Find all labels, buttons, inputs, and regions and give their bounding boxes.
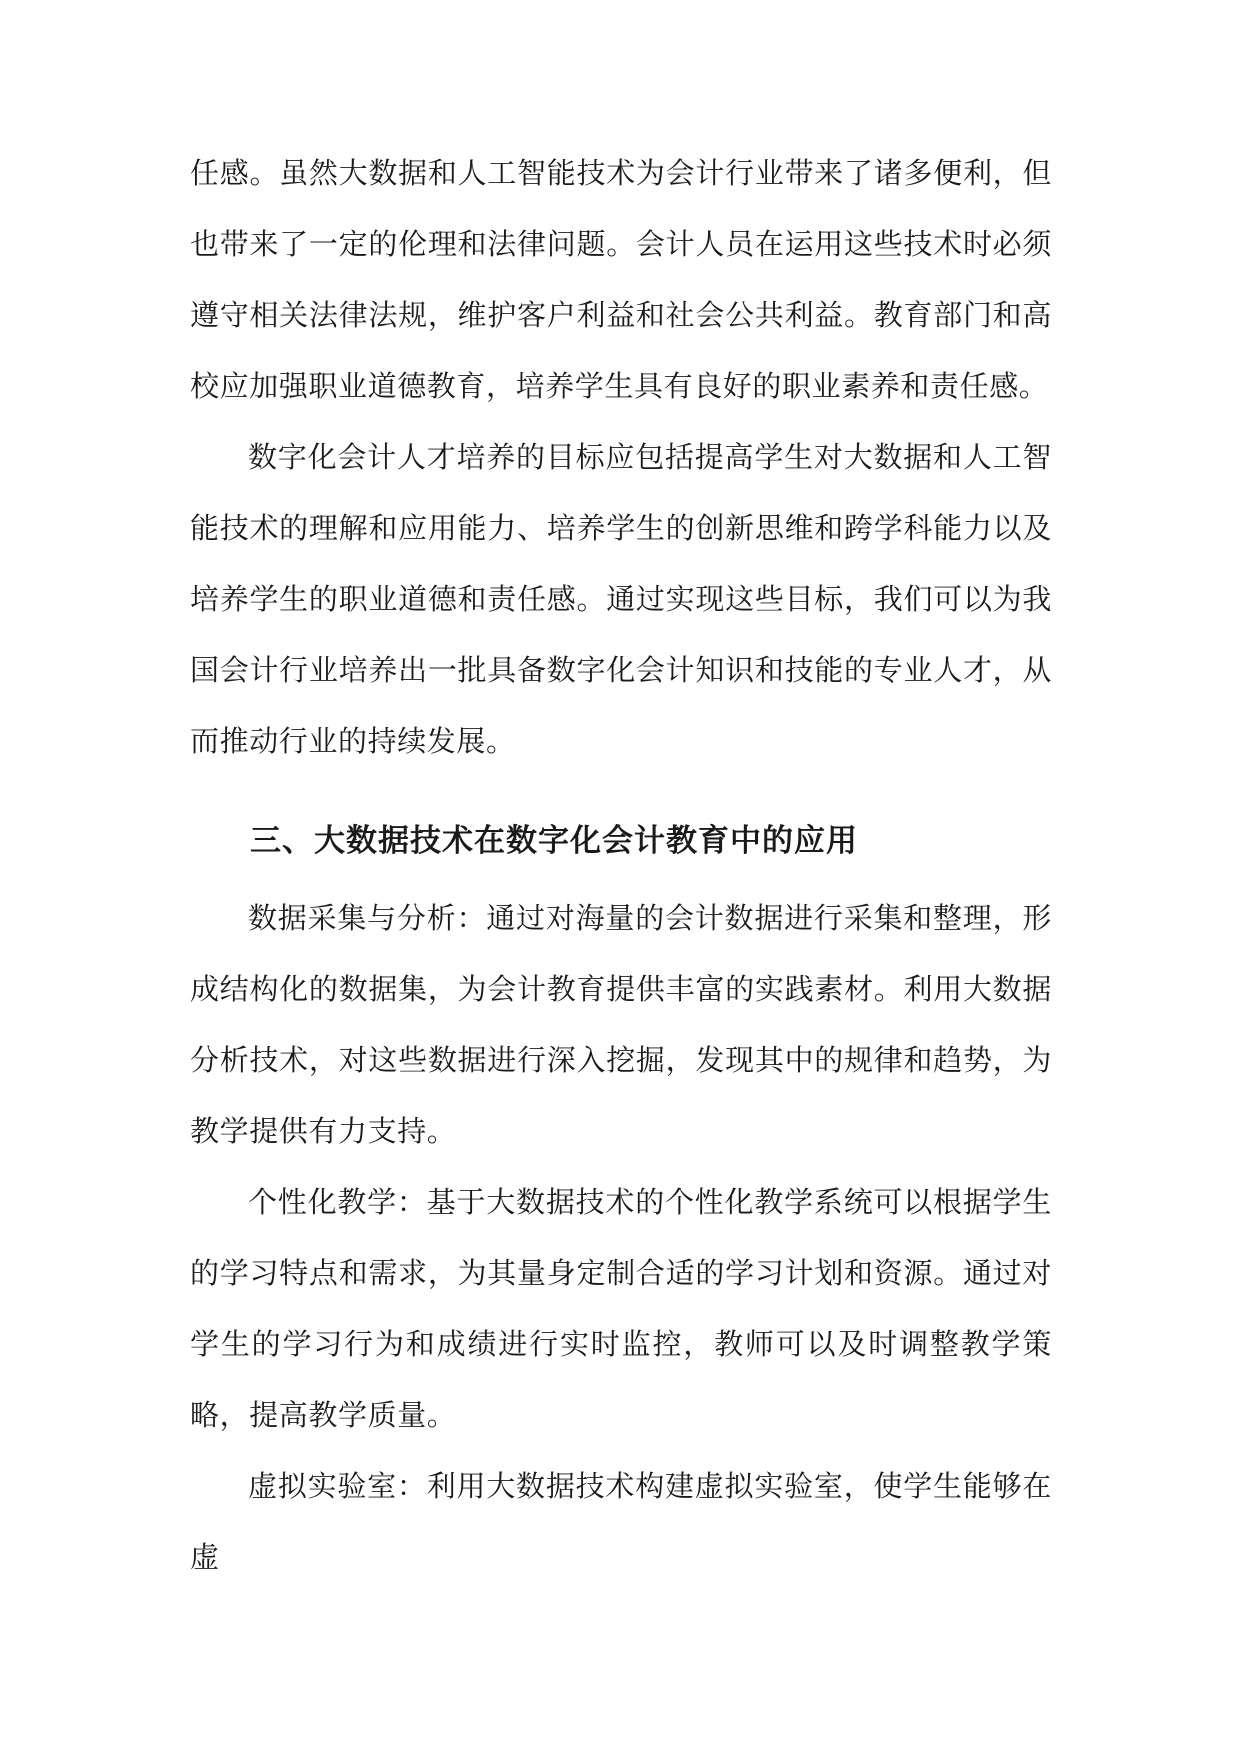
paragraph-training-goals: 数字化会计人才培养的目标应包括提高学生对大数据和人工智能技术的理解和应用能力、培养学生的创新思维和跨学科能力以及培养学生的职业道德和责任感。通过实现这些目标，我们可以为我国会计行业培养出一批具备数字化会计知识和技能的专业人才，从而推动行业的持续发展。 bbox=[190, 440, 1052, 758]
paragraph-continued: 任感。虽然大数据和人工智能技术为会计行业带来了诸多便利，但也带来了一定的伦理和法律问题。会计人员在运用这些技术时必须遵守相关法律法规，维护客户利益和社会公共利益。教育部门和高校应加强职业道德教育，培养学生具有良好的职业素养和责任感。 bbox=[190, 156, 1052, 403]
document-page bbox=[190, 138, 1052, 1593]
paragraph-virtual-lab: 虚拟实验室：利用大数据技术构建虚拟实验室，使学生能够在虚 bbox=[190, 1469, 1052, 1574]
section-heading: 三、大数据技术在数字化会计教育中的应用 bbox=[250, 823, 858, 859]
paragraph-data-collection: 数据采集与分析：通过对海量的会计数据进行采集和整理，形成结构化的数据集，为会计教育提供丰富的实践素材。利用大数据分析技术，对这些数据进行深入挖掘，发现其中的规律和趋势，为教学提供有力支持。 bbox=[190, 901, 1052, 1148]
paragraph-personalized-teaching: 个性化教学：基于大数据技术的个性化教学系统可以根据学生的学习特点和需求，为其量身定制合适的学习计划和资源。通过对学生的学习行为和成绩进行实时监控，教师可以及时调整教学策略，提高教学质量。 bbox=[190, 1185, 1052, 1432]
